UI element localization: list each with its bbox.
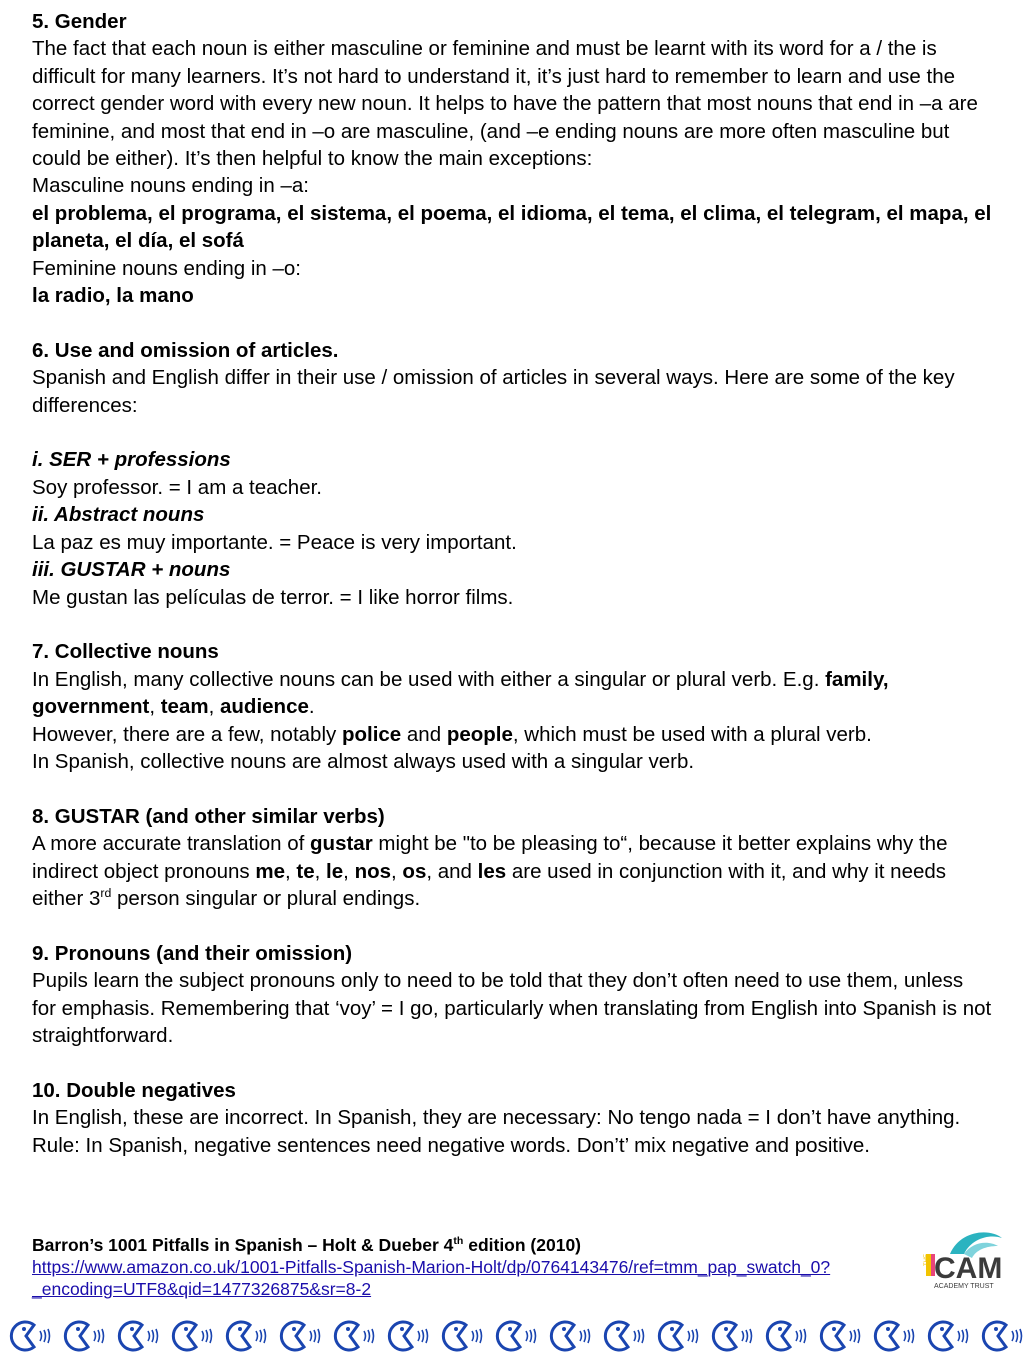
gustar-text: might be "to be pleasing to“, because it better explains why the indirect object pronouns [32,832,948,883]
pacman-head-icon [706,1315,760,1357]
collective-example-word: police [341,722,402,746]
punctuation: , [285,859,297,883]
pacman-head-icon [166,1315,220,1357]
spacer [32,611,992,638]
pacman-head-icon [220,1315,274,1357]
collective-para-2 [32,721,992,748]
citation [32,1234,912,1256]
superscript: rd [100,886,112,901]
citation-text: Barron’s 1001 Pitfalls in Spanish – Holt & Dueber 4 [32,1235,454,1255]
collective-example-word: team [160,695,209,719]
superscript: th [453,1235,464,1248]
pacman-head-icon [112,1315,166,1357]
pacman-head-icon [868,1315,922,1357]
gustar-text: are used in conjunction with it, and why it needs either 3 [32,859,947,910]
pacman-head-icon [4,1315,58,1357]
pacman-head-icon [490,1315,544,1357]
pacman-head-icon [652,1315,706,1357]
article-rule-example: Soy professor. = I am a teacher. [32,475,323,499]
article-rule-title: iii. GUSTAR + nouns [32,558,231,582]
punctuation: . [308,695,315,719]
section-heading-gender: 5. Gender [32,10,127,33]
amazon-reference-link[interactable]: https://www.amazon.co.uk/1001-Pitfalls-Spanish-Marion-Holt/dp/0764143476/ref=tmm_pap_swatch_0?_encoding=UTF8&qid=1477326875&sr=8-2 [32,1257,831,1299]
masculine-label: Masculine nouns ending in –a: [32,174,309,198]
spacer [32,419,992,446]
pacman-head-icon [58,1315,112,1357]
collective-example-word: audience [220,695,309,719]
article-rule-example: Me gustan las películas de terror. = I like horror films. [32,585,514,609]
cam-academy-trust-logo [920,1220,1010,1310]
punctuation: , and [426,859,478,883]
article-rule-title: ii. Abstract nouns [32,503,205,527]
section-heading-pronouns: 9. Pronouns (and their omission) [32,941,353,965]
pronouns-body: Pupils learn the subject pronouns only to need to be told that they don’t often need to use them, unless for emphasis. Remembering that ‘voy’ = I go, particularly when translating from English into Spanish is not straightforward. [32,969,992,1047]
punctuation: , [343,859,355,883]
collective-example-word: government [32,695,150,719]
gustar-body [32,830,992,912]
pacman-head-icon [274,1315,328,1357]
collective-example-word: people [446,722,513,746]
gustar-text: person singular or plural endings. [111,886,421,910]
spacer [32,912,992,939]
gustar-keyword: gustar [310,832,373,856]
reference-link-line [32,1256,912,1300]
citation-text: edition (2010) [463,1235,582,1255]
section-heading-articles: 6. Use and omission of articles. [32,338,339,362]
collective-text: However, there are a few, notably [32,722,342,746]
collective-text: and [401,722,447,746]
document-body [32,8,992,1159]
punctuation: , [391,859,403,883]
feminine-examples: la radio, la mano [32,284,194,308]
pronoun-keyword: nos [354,859,392,883]
feminine-label: Feminine nouns ending in –o: [32,256,301,280]
pacman-head-icon [976,1315,1024,1357]
pacman-head-icon [814,1315,868,1357]
collective-para-1 [32,666,992,721]
collective-para-3: In Spanish, collective nouns are almost always used with a singular verb. [32,749,695,773]
collective-example-word: family, [825,667,889,691]
article-rule-example: La paz es muy importante. = Peace is very important. [32,530,517,554]
reference-block [32,1234,912,1300]
logo-sub-text: ACADEMY TRUST [934,1283,994,1290]
pronoun-keyword: os [402,859,427,883]
pacman-head-icon [544,1315,598,1357]
footer-mascot-strip [0,1312,1024,1360]
section-heading-negatives: 10. Double negatives [32,1078,236,1102]
punctuation: , [149,695,161,719]
punctuation: , [314,859,327,883]
negatives-para-1: In English, these are incorrect. In Spanish, they are necessary: No tengo nada = I don’t have anything. [32,1106,961,1130]
masculine-examples: el problema, el programa, el sistema, el poema, el idioma, el tema, el clima, el telegram, el mapa, el planeta, el día, el sofá [32,201,992,253]
punctuation: , [208,695,220,719]
section-heading-gustar: 8. GUSTAR (and other similar verbs) [32,804,385,828]
gender-body: The fact that each noun is either masculine or feminine and must be learnt with its word for a / the is difficult for many learners. It’s not hard to understand it, it’s just hard to remember to learn and use the correct gender word with every new noun. It helps to have the pattern that most nouns that end in –a are feminine, and most that end in –o are masculine, (and –e ending nouns are more often masculine but could be either). It’s then helpful to know the main exceptions: [32,37,978,171]
section-heading-collective: 7. Collective nouns [32,640,219,664]
pronoun-keyword: te [296,859,315,883]
pacman-head-icon [760,1315,814,1357]
pronoun-keyword: les [477,859,507,883]
pacman-head-icon [382,1315,436,1357]
pronoun-keyword: le [326,859,344,883]
collective-text: In English, many collective nouns can be used with either a singular or plural verb. E.g. [32,667,826,691]
article-rule-title: i. SER + professions [32,448,231,472]
spacer [32,1049,992,1076]
spacer [32,775,992,802]
pacman-head-icon [436,1315,490,1357]
logo-main-text: CAM [934,1252,1003,1285]
spacer [32,309,992,336]
collective-text: , which must be used with a plural verb. [512,722,872,746]
pronoun-keyword: me [255,859,285,883]
gustar-text: A more accurate translation of [32,832,311,856]
negatives-para-2: Rule: In Spanish, negative sentences need negative words. Don’t’ mix negative and positive. [32,1133,870,1157]
articles-intro: Spanish and English differ in their use / omission of articles in several ways. Here are some of the key differences: [32,366,955,417]
logo-small-text: THE [924,1254,930,1266]
pacman-head-icon [328,1315,382,1357]
pacman-head-icon [922,1315,976,1357]
pacman-head-icon [598,1315,652,1357]
